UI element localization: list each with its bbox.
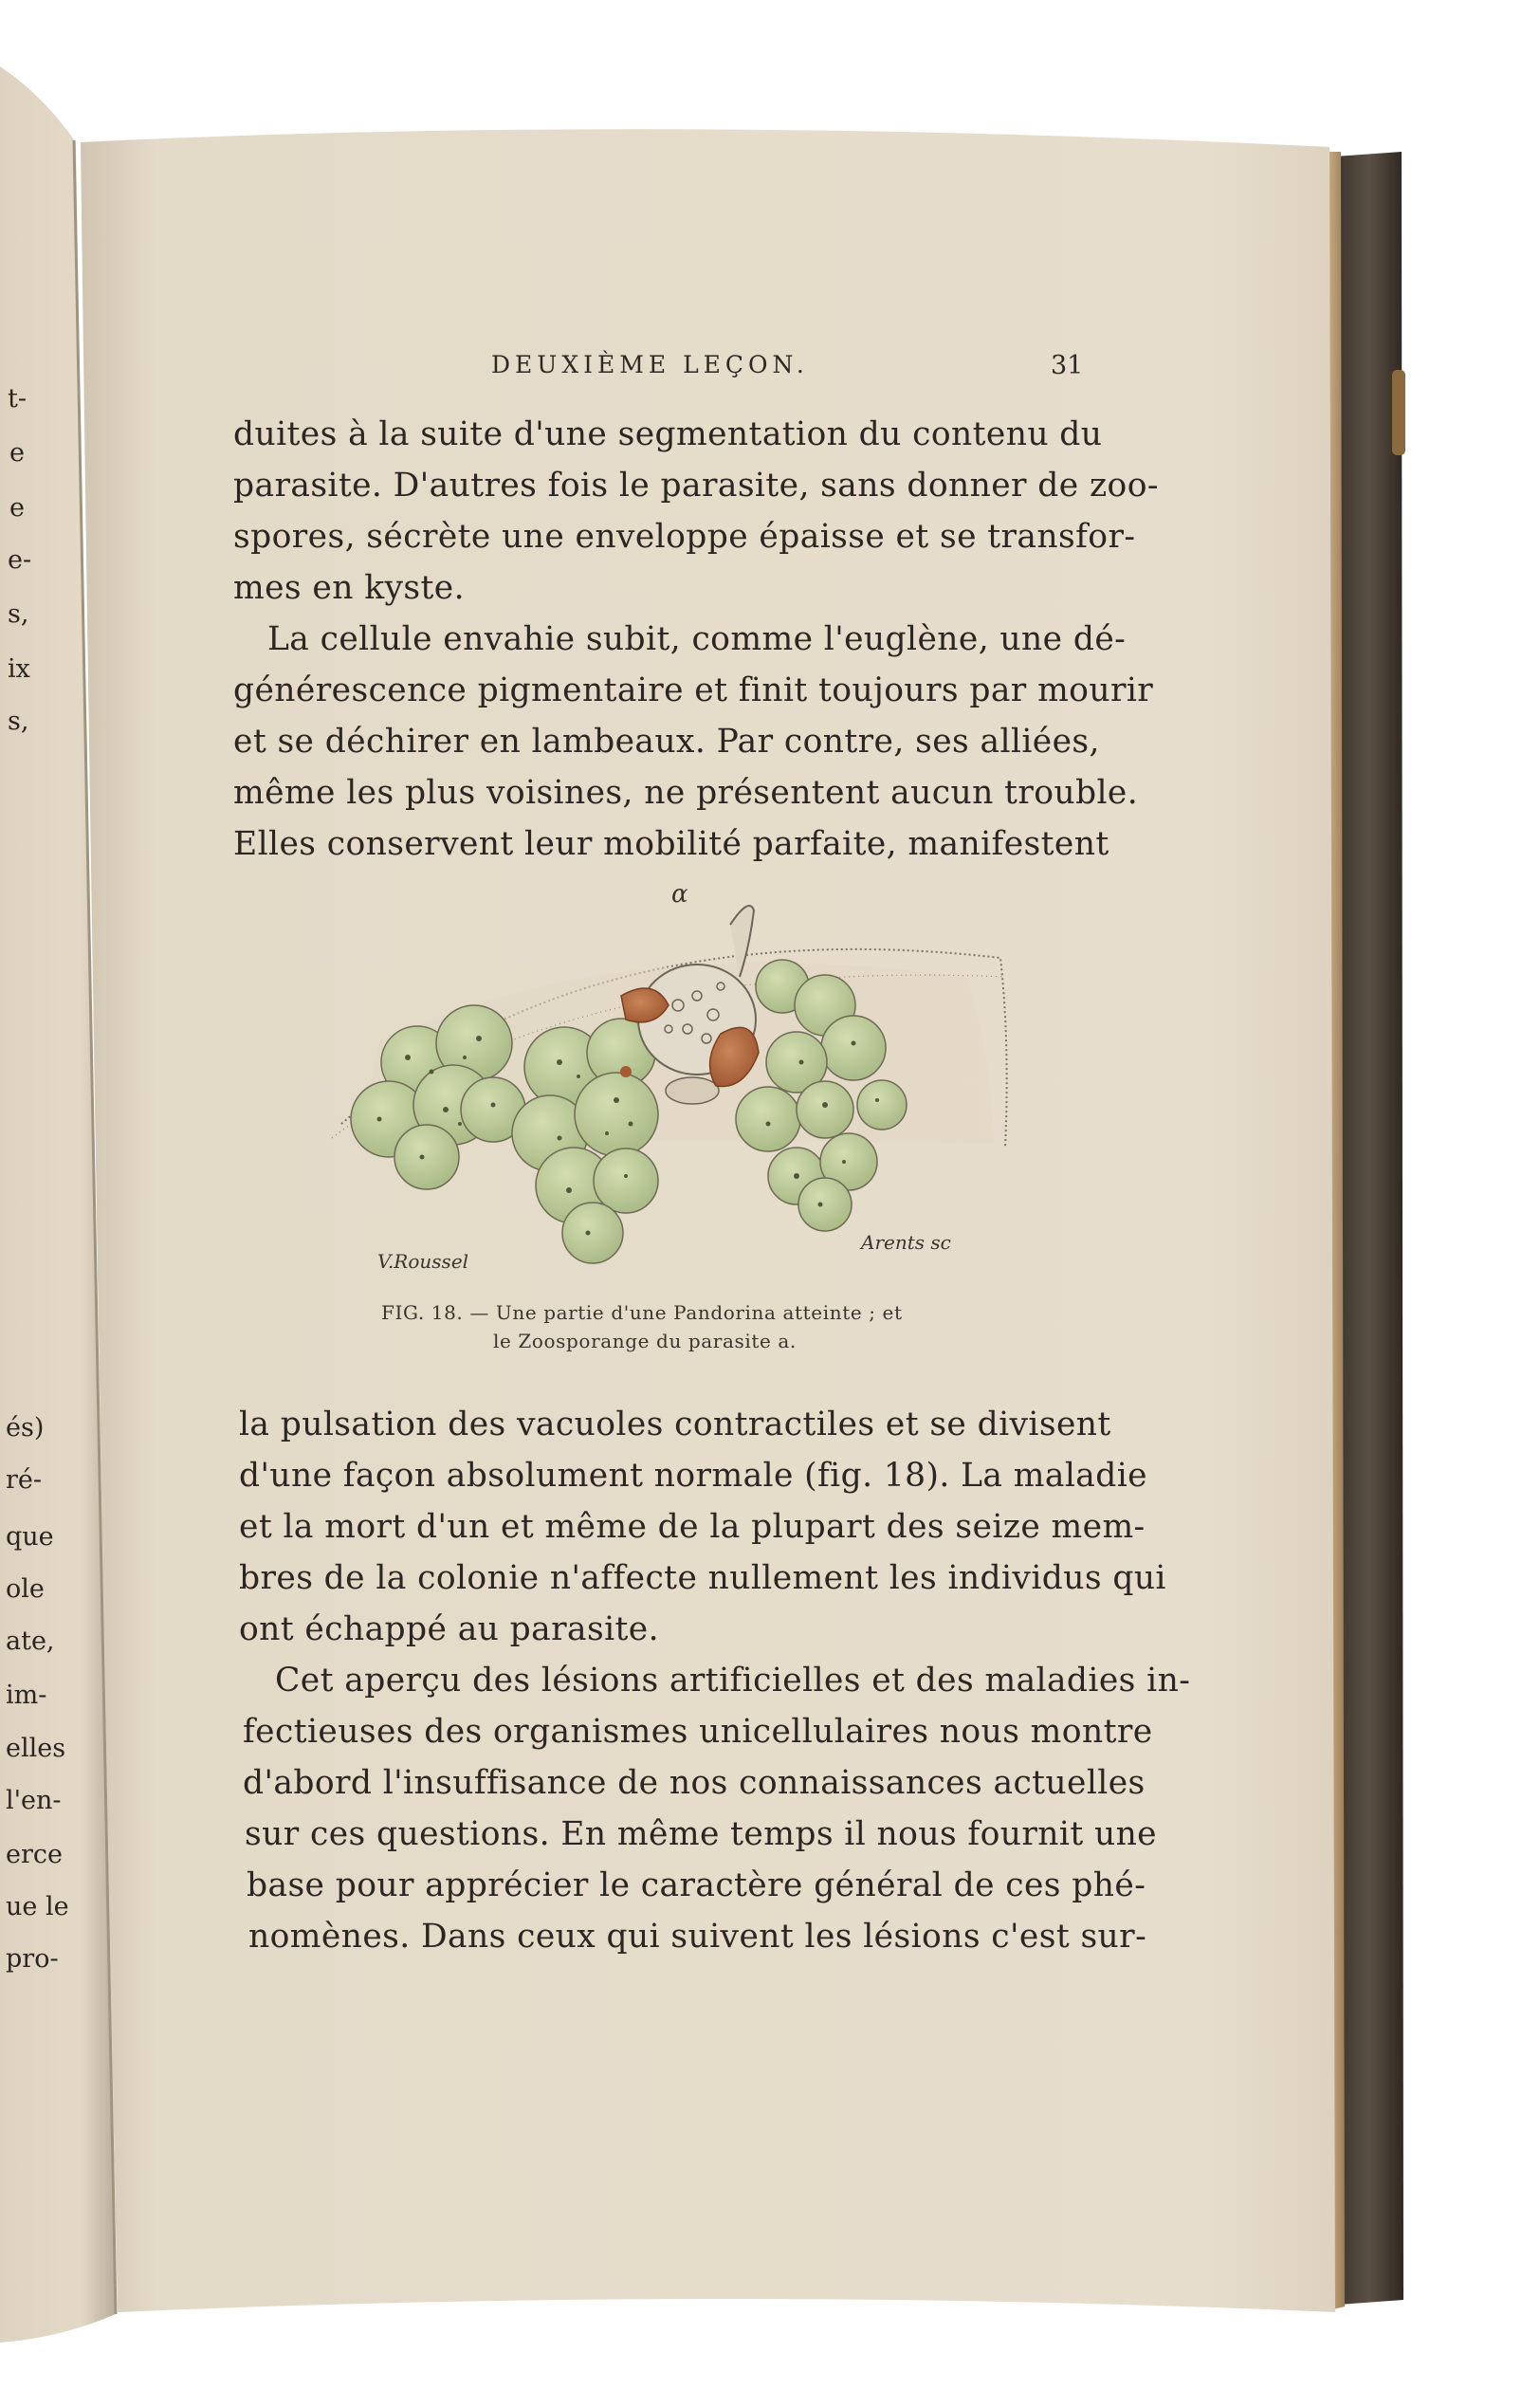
- left-fragment: és): [6, 1413, 45, 1443]
- text-line: et la mort d'un et même de la plupart des seize mem-: [239, 1508, 1146, 1546]
- left-fragment: s,: [8, 707, 29, 736]
- text-line: base pour apprécier le caractère général de ces phé-: [247, 1866, 1146, 1904]
- text-line: générescence pigmentaire et finit toujours par mourir: [233, 671, 1154, 709]
- text-line: ont échappé au parasite.: [239, 1610, 659, 1648]
- figure-label-alpha: α: [671, 880, 688, 909]
- left-fragment: ix: [8, 654, 30, 684]
- left-fragment: e: [9, 438, 25, 468]
- illustrator-signature: V.Roussel: [377, 1250, 469, 1273]
- running-head: DEUXIÈME LEÇON.: [491, 351, 809, 378]
- text-line: même les plus voisines, ne présentent aucun trouble.: [233, 774, 1139, 812]
- left-fragment: l'en-: [6, 1786, 62, 1815]
- text-line: d'une façon absolument normale (fig. 18). La maladie: [239, 1457, 1147, 1495]
- text-line: duites à la suite d'une segmentation du contenu du: [233, 415, 1103, 453]
- text-line: la pulsation des vacuoles contractiles et se divisent: [239, 1406, 1111, 1443]
- left-fragment: s,: [8, 599, 29, 629]
- ribbon-marker: [1392, 370, 1405, 455]
- left-fragment: e-: [8, 545, 32, 575]
- text-line: sur ces questions. En même temps il nous fournit une: [245, 1815, 1158, 1853]
- text-line: La cellule envahie subit, comme l'euglène, une dé-: [267, 620, 1127, 658]
- figure-caption-line-1: FIG. 18. — Une partie d'une Pandorina atteinte ; et: [381, 1301, 903, 1324]
- text-line: mes en kyste.: [233, 569, 465, 607]
- text-line: Elles conservent leur mobilité parfaite, manifestent: [233, 825, 1109, 863]
- figure-caption-line-2: le Zoosporange du parasite a.: [493, 1330, 797, 1352]
- text-line: nomènes. Dans ceux qui suivent les lésions c'est sur-: [248, 1918, 1147, 1956]
- text-line: d'abord l'insuffisance de nos connaissances actuelles: [243, 1764, 1146, 1802]
- left-fragment: e: [9, 493, 25, 523]
- text-line: fectieuses des organismes unicellulaires nous montre: [243, 1713, 1153, 1751]
- text-line: Cet aperçu des lésions artificielles et des maladies in-: [275, 1662, 1191, 1700]
- text-line: bres de la colonie n'affecte nullement les individus qui: [239, 1559, 1166, 1597]
- left-fragment: ole: [6, 1574, 45, 1604]
- left-fragment: t-: [8, 384, 27, 413]
- left-fragment: ate,: [6, 1626, 55, 1656]
- page-number: 31: [1051, 351, 1084, 380]
- engraver-signature: Arents sc: [861, 1231, 951, 1254]
- right-page: [81, 129, 1335, 2312]
- text-line: parasite. D'autres fois le parasite, sans donner de zoo-: [233, 467, 1159, 505]
- text-line: et se déchirer en lambeaux. Par contre, ses alliées,: [233, 723, 1100, 761]
- left-fragment: que: [6, 1522, 54, 1552]
- left-fragment: ré-: [6, 1465, 43, 1495]
- left-fragment: pro-: [6, 1944, 59, 1974]
- left-fragment: im-: [6, 1681, 47, 1710]
- left-fragment: erce: [6, 1840, 63, 1869]
- left-fragment: elles: [6, 1734, 66, 1763]
- back-cover-binding: [1335, 152, 1403, 2305]
- text-line: spores, sécrète une enveloppe épaisse et se transfor-: [233, 518, 1136, 556]
- left-fragment: ue le: [6, 1892, 69, 1921]
